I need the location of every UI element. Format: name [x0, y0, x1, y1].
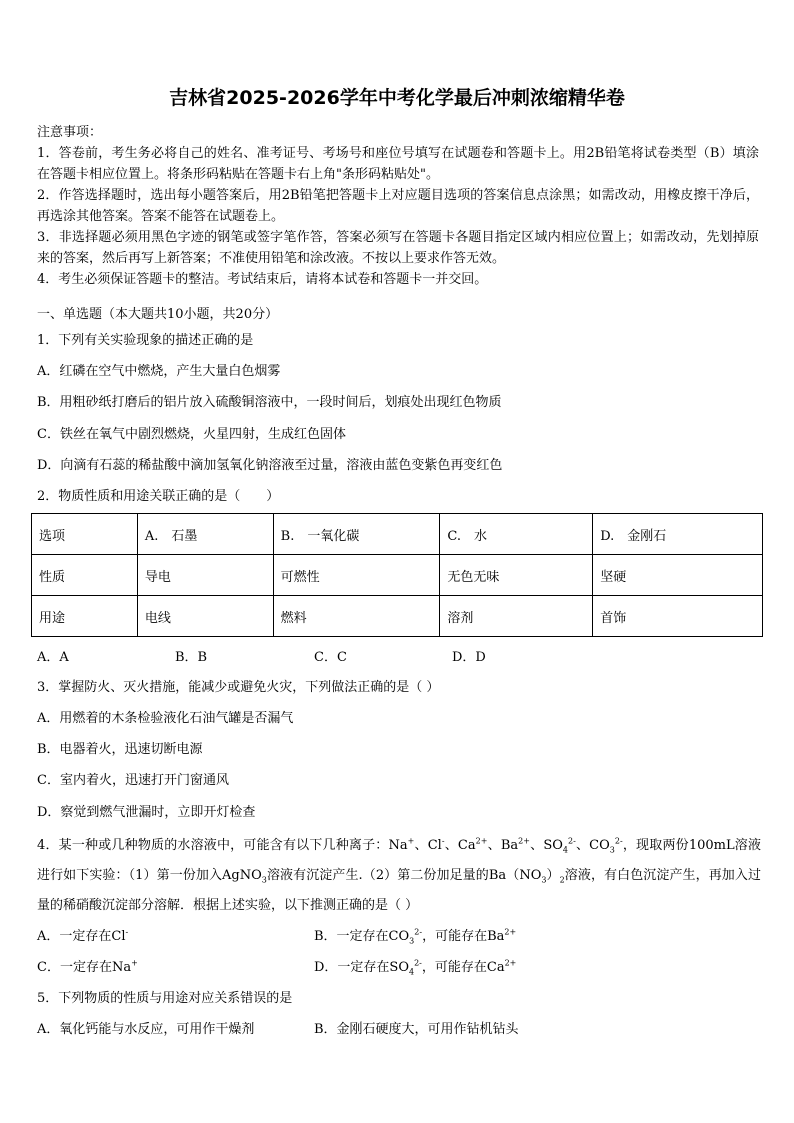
table-cell: A. 石墨 [137, 514, 273, 555]
question-3-stem: 3．掌握防火、灭火措施，能减少或避免火灾，下列做法正确的是（ ） [37, 680, 440, 695]
answer-option-d: D．D [452, 650, 486, 665]
notice-heading: 注意事项： [37, 125, 103, 140]
answer-option-a: A．A [37, 650, 69, 665]
notice-item: 3．非选择题必须用黑色字迹的钢笔或签字笔作答，答案必须写在答题卡各题目指定区域内相应位置上；如需改动，先划掉原来的答案，然后再写上新答案；不准使用铅笔和涂改液。不按以上要求作答无效。 [37, 230, 759, 266]
question-2-stem: 2．物质性质和用途关联正确的是（ ） [37, 489, 280, 504]
page-title: 吉林省2025-2026学年中考化学最后冲刺浓缩精华卷 [169, 87, 625, 109]
table-cell: 溶剂 [440, 596, 593, 637]
table-cell: 无色无味 [440, 555, 593, 596]
question-3-option-d: D．察觉到燃气泄漏时，立即开灯检查 [37, 805, 256, 820]
question-4-option-c: C．一定存在Na+ [37, 958, 138, 975]
table-cell: 首饰 [593, 596, 763, 637]
table-cell: 选项 [32, 514, 138, 555]
notice-item: 1．答卷前，考生务必将自己的姓名、准考证号、考场号和座位号填写在试题卷和答题卡上。用2B铅笔将试卷类型（B）填涂在答题卡相应位置上。将条形码粘贴在答题卡右上角"条形码粘贴处"。 [37, 146, 759, 182]
table-cell: 用途 [32, 596, 138, 637]
question-4-options-row-2 [37, 958, 517, 978]
table-row [32, 555, 763, 596]
answer-option-c: C．C [314, 650, 347, 665]
table-cell: 燃料 [273, 596, 440, 637]
question-2-table [31, 513, 763, 637]
question-1-option-b: B．用粗砂纸打磨后的铝片放入硫酸铜溶液中，一段时间后，划痕处出现红色物质 [37, 395, 502, 410]
table-cell: B. 一氧化碳 [273, 514, 440, 555]
question-4-stem: 4．某一种或几种物质的水溶液中，可能含有以下几种离子：Na+、Cl-、$Ca^{2+}$、$Ba^{2+}$、$SO_4^{2-}$、$CO_3^{2-}$，现取两份100mL溶液进行如下实验：（1）第一份加入AgNO$_3$溶液有沉淀产生.（2）第二份加足量的$Ba(NO_3)_2$溶液，有白色沉淀产生，再加入过量的稀硝酸沉淀部分溶解．根据上述实验，以下推测正确的是（ ） [37, 836, 761, 913]
question-4-options-row-1 [37, 927, 517, 947]
question-5-option-b: B．金刚石硬度大，可用作钻机钻头 [314, 1022, 519, 1037]
notice-item: 4．考生必须保证答题卡的整洁。考试结束后，请将本试卷和答题卡一并交回。 [37, 272, 488, 287]
section-heading: 一、单选题（本大题共10小题，共20分） [37, 307, 279, 322]
table-cell: 坚硬 [593, 555, 763, 596]
question-1-stem: 1．下列有关实验现象的描述正确的是 [37, 333, 254, 348]
question-5-options-row [37, 1020, 519, 1040]
question-1-option-c: C．铁丝在氧气中剧烈燃烧，火星四射，生成红色固体 [37, 427, 346, 442]
question-5-stem: 5．下列物质的性质与用途对应关系错误的是 [37, 991, 293, 1006]
notice-item: 2．作答选择题时，选出每小题答案后，用2B铅笔把答题卡上对应题目选项的答案信息点涂黑；如需改动，用橡皮擦干净后，再选涂其他答案。答案不能答在试题卷上。 [37, 188, 759, 224]
question-1-option-a: A．红磷在空气中燃烧，产生大量白色烟雾 [37, 364, 281, 379]
question-4-option-d: D．一定存在$SO_4^{2-}$，可能存在$Ca^{2+}$ [314, 958, 517, 977]
answer-option-b: B．B [175, 650, 208, 665]
question-5-option-a: A．氧化钙能与水反应，可用作干燥剂 [37, 1022, 255, 1037]
question-4-option-a: A．一定存在Cl- [37, 927, 129, 944]
table-row [32, 596, 763, 637]
table-row [32, 514, 763, 555]
table-cell: 可燃性 [273, 555, 440, 596]
table-cell: 电线 [137, 596, 273, 637]
question-1-option-d: D．向滴有石蕊的稀盐酸中滴加氢氧化钠溶液至过量，溶液由蓝色变紫色再变红色 [37, 458, 503, 473]
question-3-option-a: A．用燃着的木条检验液化石油气罐是否漏气 [37, 711, 294, 726]
table-cell: 性质 [32, 555, 138, 596]
question-4-option-b: B．一定存在$CO_3^{2-}$，可能存在$Ba^{2+}$ [314, 927, 517, 946]
table-cell: 导电 [137, 555, 273, 596]
table-cell: D. 金刚石 [593, 514, 763, 555]
question-3-option-c: C．室内着火，迅速打开门窗通风 [37, 773, 229, 788]
table-cell: C. 水 [440, 514, 593, 555]
notice-section [37, 122, 759, 290]
question-3-option-b: B．电器着火，迅速切断电源 [37, 742, 203, 757]
